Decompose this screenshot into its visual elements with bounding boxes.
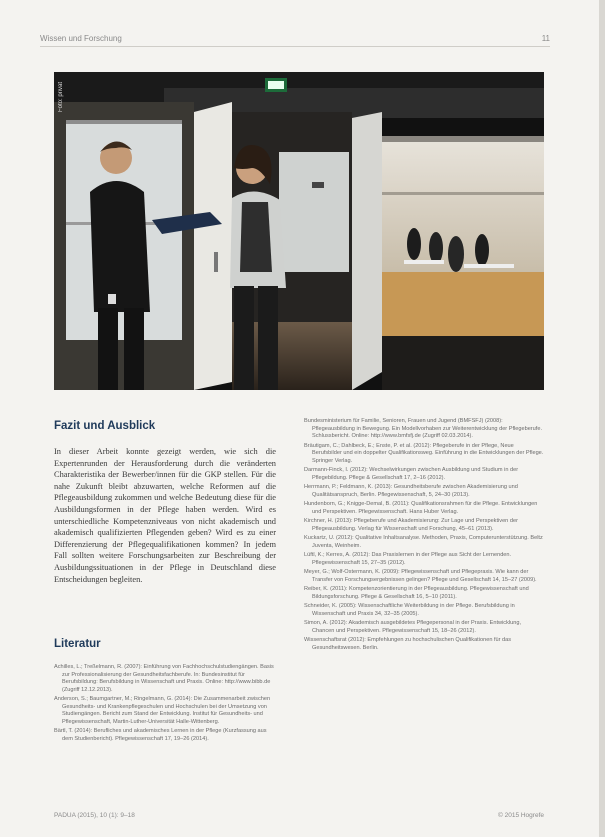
reference-list-right	[304, 418, 544, 654]
photo	[54, 72, 544, 390]
reference-item: Anderson, S.; Baumgartner, M.; Ringelmann, G. (2014): Die Zusammenarbeit zwischen Gesundheits- und Krankenpflegeschulen und Hochschulen bei der Umsetzung von Studiengängen. Bericht zum Stand der Entwicklung. Institut für Gesundheits- und Pflegewissenschaft, Martin-Luther-Universität Halle-Wittenberg.	[54, 696, 271, 725]
reference-list-left	[54, 664, 276, 745]
reference-item: Lüftl, K.; Kerres, A. (2012): Das Praxislernen in der Pflege aus Sicht der Lernenden. Pflegewissenschaft 15, 27–35 (2012).	[304, 552, 512, 566]
reference-item: Wissenschaftsrat (2012): Empfehlungen zu hochschulischen Qualifikationen für das Gesundheitswesen. Berlin.	[304, 637, 512, 651]
reference-item: Bundesministerium für Familie, Senioren, Frauen und Jugend (BMFSFJ) (2008): Pflegeausbildung in Bewegung. Ein Modellvorhaben zur Weiterentwicklung der Pflegeberufe. Schlussbericht. Online: http://www.bmfsfj.de (Zugriff 02.03.2014).	[304, 418, 543, 439]
literatur-heading: Literatur	[54, 638, 101, 650]
reference-item: Bräutigam, C.; Dahlbeck, E.; Enste, P. et al. (2012): Pflegeberufe in der Pflege, Neue Berufsbilder und ein doppelter Qualifikationsweg. Einführung in die Entwicklungen der Pflege. Springer Verlag.	[304, 442, 544, 464]
photo-credit: Foto: privat	[58, 82, 64, 113]
fazit-heading: Fazit und Ausblick	[54, 420, 156, 432]
reference-item: Darmann-Finck, I. (2012): Wechselwirkungen zwischen Ausbildung und Studium in der Pflegebildung. Pflege & Gesellschaft 17, 2–16 (2012).	[304, 467, 519, 481]
reference-item: Herrmann, P.; Feldmann, K. (2013): Gesundheitsberufe zwischen Akademisierung und Qualitätsanspruch, Berlin. Pflegewissenschaft, 5, 24–30 (2013).	[304, 484, 518, 498]
page-edge	[599, 0, 605, 837]
reference-item: Kuckartz, U. (2012): Qualitative Inhaltsanalyse. Methoden, Praxis, Computerunterstützung. Beltz Juventa, Weinheim.	[304, 535, 543, 549]
running-head-page-number: 11	[541, 34, 550, 43]
page-footer	[54, 812, 544, 822]
reference-item: Bärtl, T. (2014): Berufliches und akademisches Lernen in der Pflege (Kurzfassung aus dem Studienbericht). Pflegewissenschaft 17, 19–26 (2014).	[54, 728, 267, 742]
photo-illustration	[54, 72, 544, 390]
reference-item: Meyer, G.; Wolf-Ostermann, K. (2009): Pflegewissenschaft und Pflegepraxis. Wie kann der Transfer von Forschungsergebnissen gelingen? Pflege und Gesellschaft 14, 15–27 (2009).	[304, 569, 537, 583]
reference-item: Kirchner, H. (2013): Pflegeberufe und Akademisierung: Zur Lage und Perspektiven der Pflegeausbildung. Verlag für Wissenschaft und Forschung, 45–61 (2013).	[304, 518, 518, 532]
running-head	[40, 34, 550, 47]
reference-item: Reiber, K. (2011): Kompetenzorientierung in der Pflegeausbildung. Pflegewissenschaft und Bildungsforschung. Pflege & Gesellschaft 16, 5–10 (2011).	[304, 586, 529, 600]
footer-citation: PADUA (2015), 10 (1): 9–18	[54, 812, 135, 819]
reference-item: Achilles, L.; Treßelmann, R. (2007): Einführung von Fachhochschulstudiengängen. Basis zur Professionalisierung der Gesundheitsfachberufe. In: Bundesinstitut für Berufsbildung: Berufsbildung in Wissenschaft und Praxis. Online: http://www.bibb.de (Zugriff 12.12.2013).	[54, 664, 274, 693]
reference-item: Simon, A. (2012): Akademisch ausgebildetes Pflegepersonal in der Praxis. Entwicklung, Chancen und Perspektiven. Pflegewissenschaft 15, 18–26 (2012).	[304, 620, 522, 634]
fazit-body: In dieser Arbeit konnte gezeigt werden, wie sich die Expertenrunden der Herausforderung durch die veränderten Charakteristika der Bewerber/innen für die GKP stellen. Für die nahe Zukunft bleibt abzuwarten, welche Reformen auf die Pflegeausbildung zukommen und welche Bedeutung diese für die Ausbildungsformen in der Pflege haben werden. Wird es unterschiedliche Kompetenzniveaus von nicht akademisch und akademisch qualifizierten Pflegenden geben? Wird es zu einer Differenzierung der Pflegequalifikationen kommen? In jedem Fall sollten weitere Forschungsarbeiten zur Beschreibung der Ausbildungssituationen in der Pflege in Deutschland diese Entscheidungen begleiten.	[54, 447, 276, 584]
running-head-left: Wissen und Forschung	[40, 34, 122, 43]
reference-item: Schneider, K. (2005): Wissenschaftliche Weiterbildung in der Pflege. Berufsbildung in Wissenschaft und Praxis 34, 32–35 (2005).	[304, 603, 515, 617]
reference-item: Hundenborn, G.; Knigge-Demal, B. (2011): Qualifikationsrahmen für die Pflege. Entwicklungen und Perspektiven. Pflegewissenschaft. Hans Huber Verlag.	[304, 501, 538, 515]
footer-publisher: © 2015 Hogrefe	[498, 812, 544, 819]
